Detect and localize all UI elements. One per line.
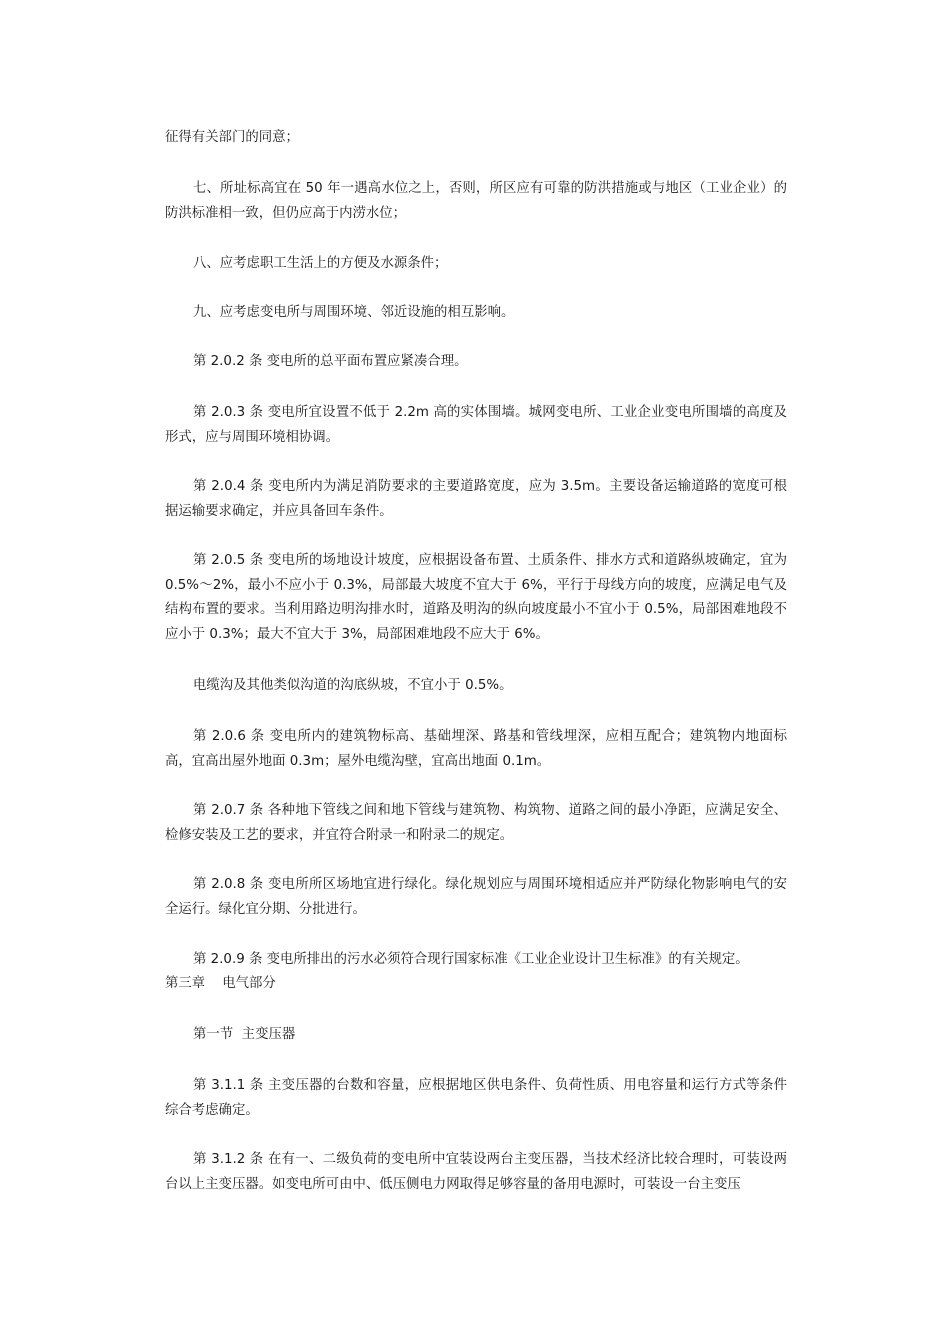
paragraph-cable-trench: 电缆沟及其他类似沟道的沟底纵坡，不宜小于 0.5%。 — [193, 678, 513, 693]
paragraph-item-7: 七、所址标高宜在 50 年一遇高水位之上，否则，所区应有可靠的防洪措施或与地区（工业企业）的防洪标准相一致，但仍应高于内涝水位； — [165, 181, 787, 221]
chapter-heading: 第三章 电气部分 — [165, 976, 276, 991]
paragraph-consent: 征得有关部门的同意； — [165, 130, 299, 145]
paragraph-item-8: 八、应考虑职工生活上的方便及水源条件； — [193, 256, 448, 271]
section-heading: 第一节 主变压器 — [193, 1027, 296, 1042]
paragraph-article-2-0-6: 第 2.0.6 条 变电所内的建筑物标高、基础埋深、路基和管线埋深，应相互配合；建筑物内地面标高，宜高出屋外地面 0.3m；屋外电缆沟壁，宜高出地面 0.1m。 — [165, 729, 787, 769]
paragraph-article-3-1-2: 第 3.1.2 条 在有一、二级负荷的变电所中宜装设两台主变压器，当技术经济比较合理时，可装设两台以上主变压器。如变电所可由中、低压侧电力网取得足够容量的备用电源时，可装设一台主变压 — [165, 1152, 787, 1192]
paragraph-article-3-1-1: 第 3.1.1 条 主变压器的台数和容量，应根据地区供电条件、负荷性质、用电容量和运行方式等条件综合考虑确定。 — [165, 1078, 787, 1118]
paragraph-article-2-0-9: 第 2.0.9 条 变电所排出的污水必须符合现行国家标准《工业企业设计卫生标准》的有关规定。 — [193, 952, 749, 967]
paragraph-item-9: 九、应考虑变电所与周围环境、邻近设施的相互影响。 — [193, 305, 515, 320]
paragraph-article-2-0-2: 第 2.0.2 条 变电所的总平面布置应紧凑合理。 — [193, 354, 468, 369]
paragraph-article-2-0-7: 第 2.0.7 条 各种地下管线之间和地下管线与建筑物、构筑物、道路之间的最小净距，应满足安全、检修安装及工艺的要求，并宜符合附录一和附录二的规定。 — [165, 803, 787, 843]
paragraph-article-2-0-4: 第 2.0.4 条 变电所内为满足消防要求的主要道路宽度，应为 3.5m。主要设备运输道路的宽度可根据运输要求确定，并应具备回车条件。 — [165, 479, 787, 519]
paragraph-article-2-0-3: 第 2.0.3 条 变电所宜设置不低于 2.2m 高的实体围墙。城网变电所、工业企业变电所围墙的高度及形式，应与周围环境相协调。 — [165, 405, 787, 445]
paragraph-article-2-0-8: 第 2.0.8 条 变电所所区场地宜进行绿化。绿化规划应与周围环境相适应并严防绿化物影响电气的安全运行。绿化宜分期、分批进行。 — [165, 877, 787, 917]
paragraph-article-2-0-5: 第 2.0.5 条 变电所的场地设计坡度，应根据设备布置、土质条件、排水方式和道路纵坡确定，宜为 0.5%～2%，最小不应小于 0.3%，局部最大坡度不宜大于 6%，平行于母线方向的坡度，应满足电气及结构布置的要求。当利用路边明沟排水时，道路及明沟的纵向坡度最小不宜小于 0.5%，局部困难地段不应小于 0.3%；最大不宜大于 3%，局部困难地段不应大于 6%。 — [165, 553, 787, 642]
